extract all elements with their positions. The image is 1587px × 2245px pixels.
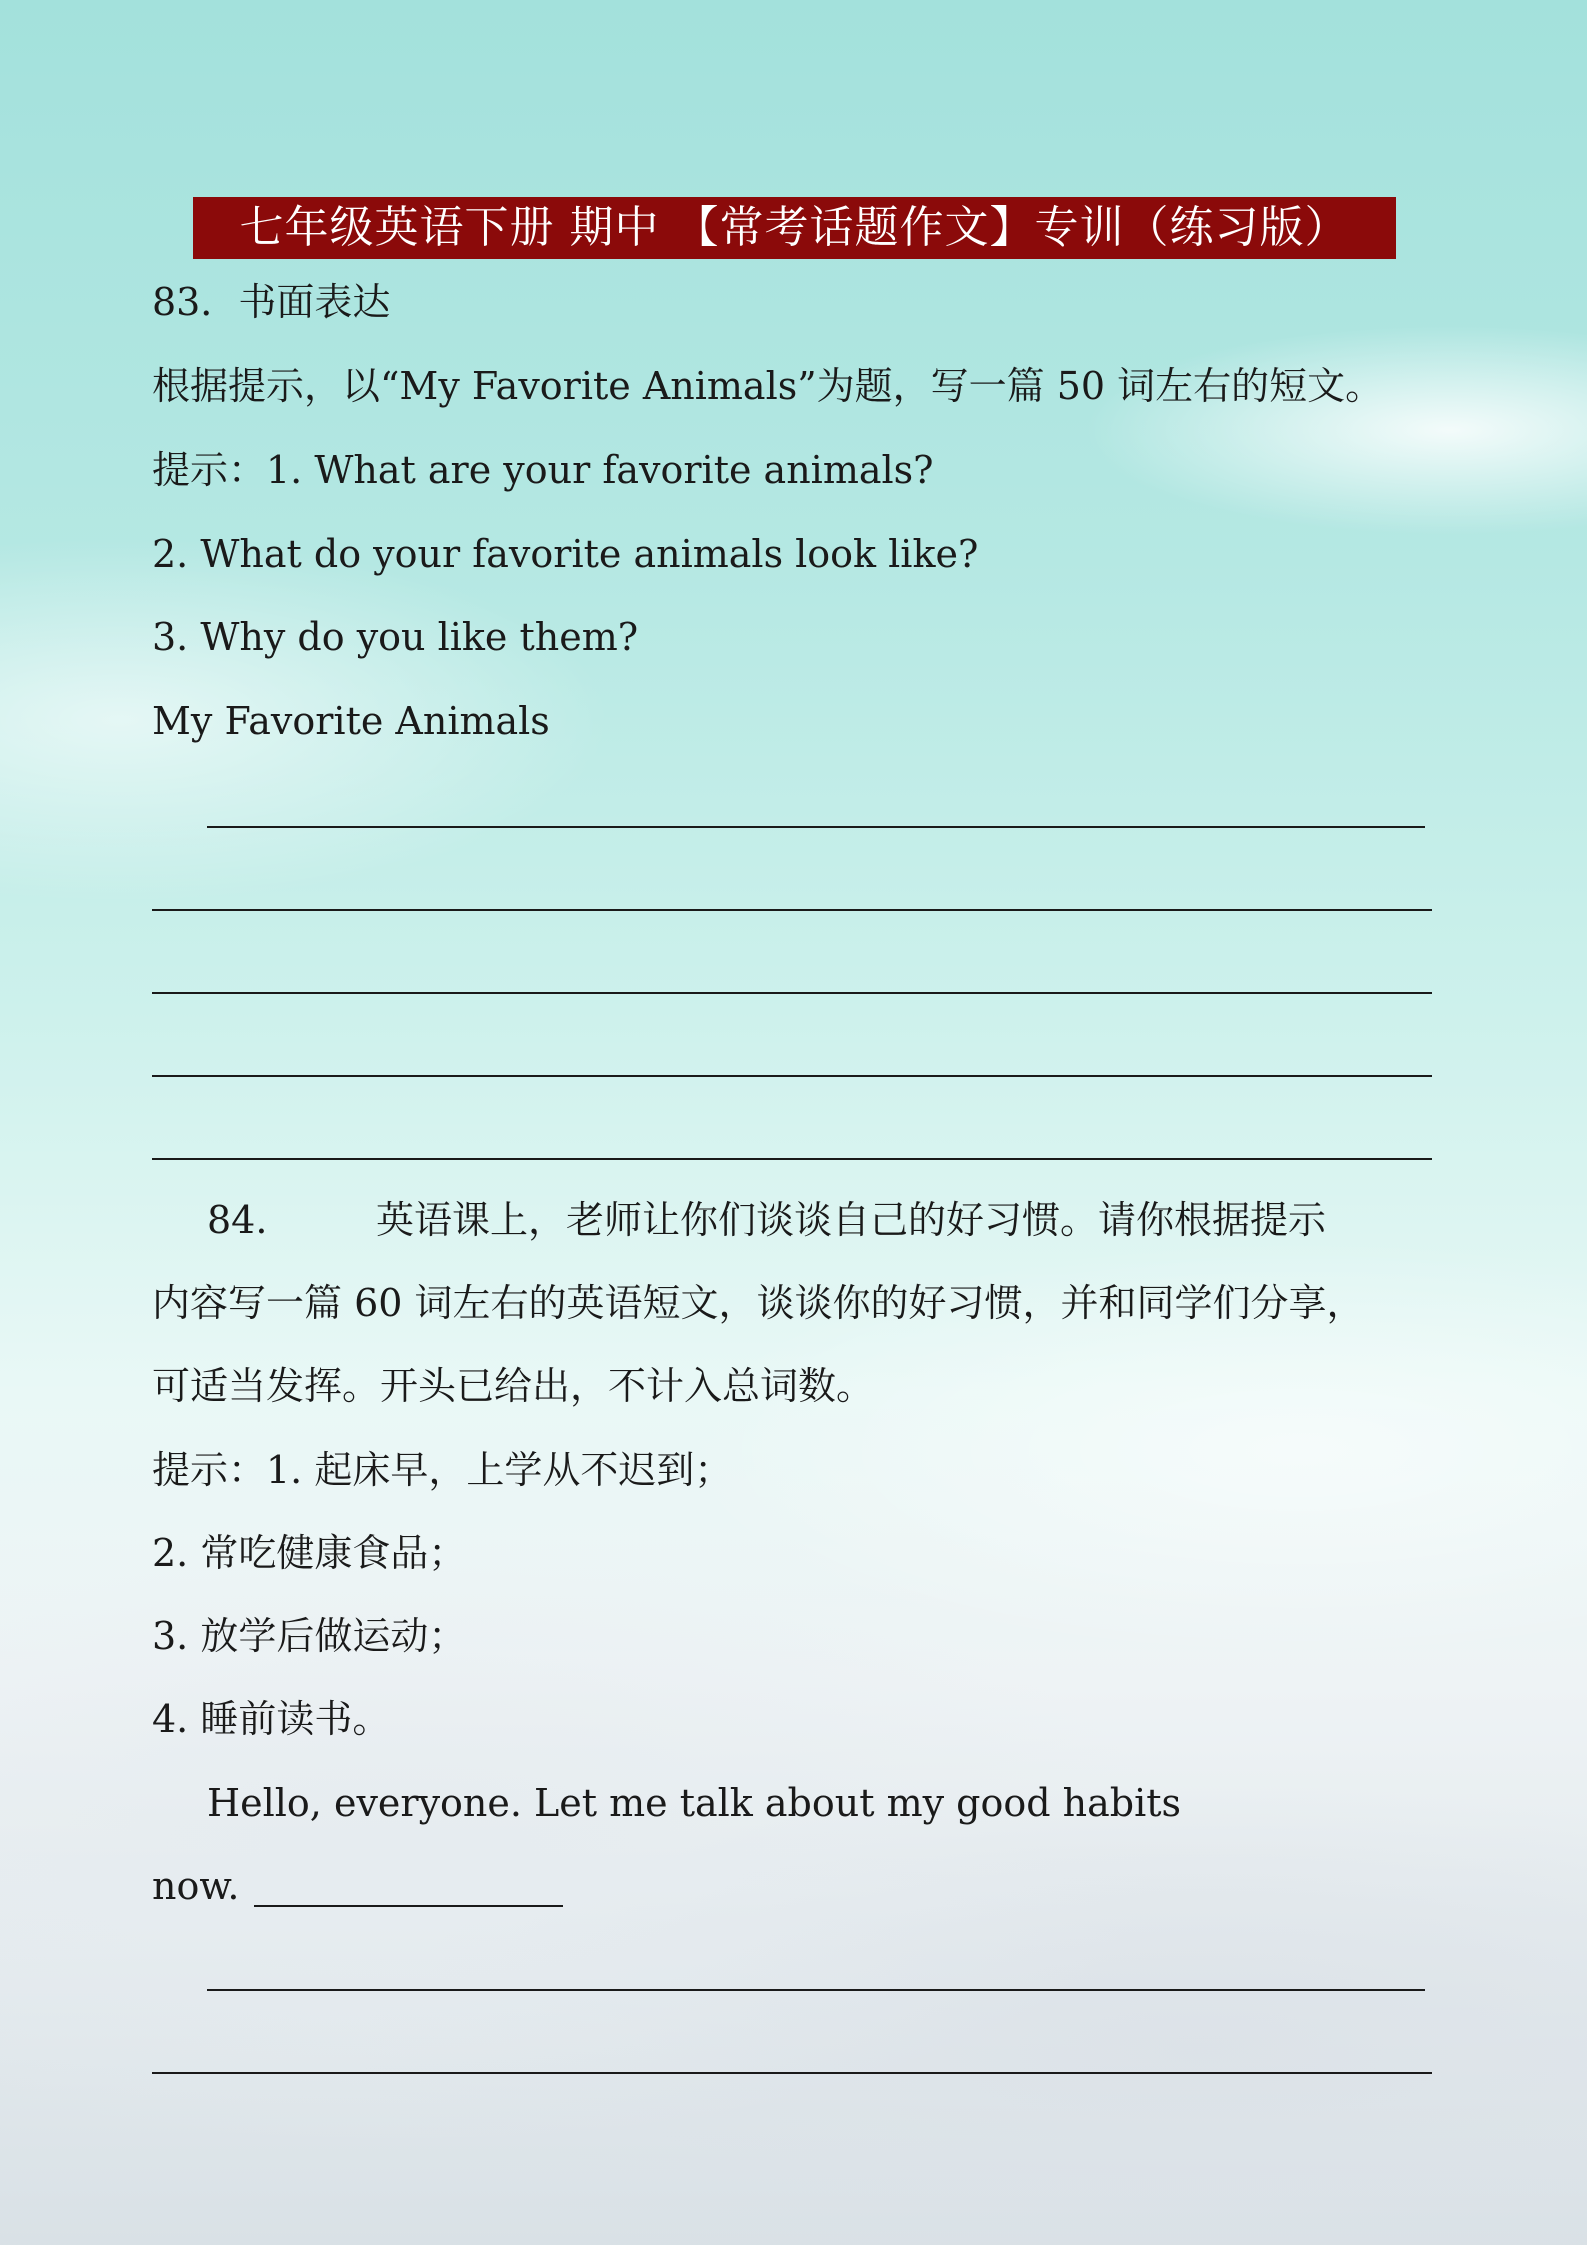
q84-hint-3: 3. 放学后做运动； [152, 1614, 467, 1658]
q84-opening: Hello, everyone. Let me talk about my good habits [207, 1781, 1182, 1825]
q83-heading: 83．书面表达 [152, 280, 391, 324]
q84-prompt-line-1: 英语课上，老师让你们谈谈自己的好习惯。请你根据提示 [376, 1198, 1327, 1242]
q83-hint-3: 3. Why do you like them? [152, 615, 639, 659]
q84-hint-4: 4. 睡前读书。 [152, 1697, 391, 1741]
page-title: 七年级英语下册 期中 【常考话题作文】专训（练习版） [193, 197, 1396, 259]
q84-opening-end: now. [152, 1864, 240, 1908]
q84-hint-2: 2. 常吃健康食品； [152, 1531, 467, 1575]
q83-hint-2: 2. What do your favorite animals look like? [152, 532, 979, 576]
q83-answer-line-5[interactable] [152, 1158, 1432, 1160]
q83-answer-line-4[interactable] [152, 1075, 1432, 1077]
q84-prompt-line-2: 内容写一篇 60 词左右的英语短文，谈谈你的好习惯，并和同学们分享， [152, 1281, 1365, 1325]
q84-answer-line-1[interactable] [207, 1989, 1425, 1991]
q83-instruction: 根据提示，以“My Favorite Animals”为题，写一篇 50 词左右的短文。 [152, 364, 1384, 408]
q84-prompt-line-3: 可适当发挥。开头已给出，不计入总词数。 [152, 1364, 875, 1408]
q83-answer-line-3[interactable] [152, 992, 1432, 994]
q84-number: 84. [207, 1198, 268, 1242]
q83-answer-line-2[interactable] [152, 909, 1432, 911]
q83-answer-line-1[interactable] [207, 826, 1425, 828]
q84-answer-line-2[interactable] [152, 2072, 1432, 2074]
q84-answer-line-inline[interactable] [254, 1905, 563, 1907]
q83-essay-title: My Favorite Animals [152, 699, 550, 743]
q84-hint-1: 提示：1. 起床早，上学从不迟到； [152, 1448, 733, 1492]
q83-hint-1: 提示：1. What are your favorite animals? [152, 448, 934, 492]
